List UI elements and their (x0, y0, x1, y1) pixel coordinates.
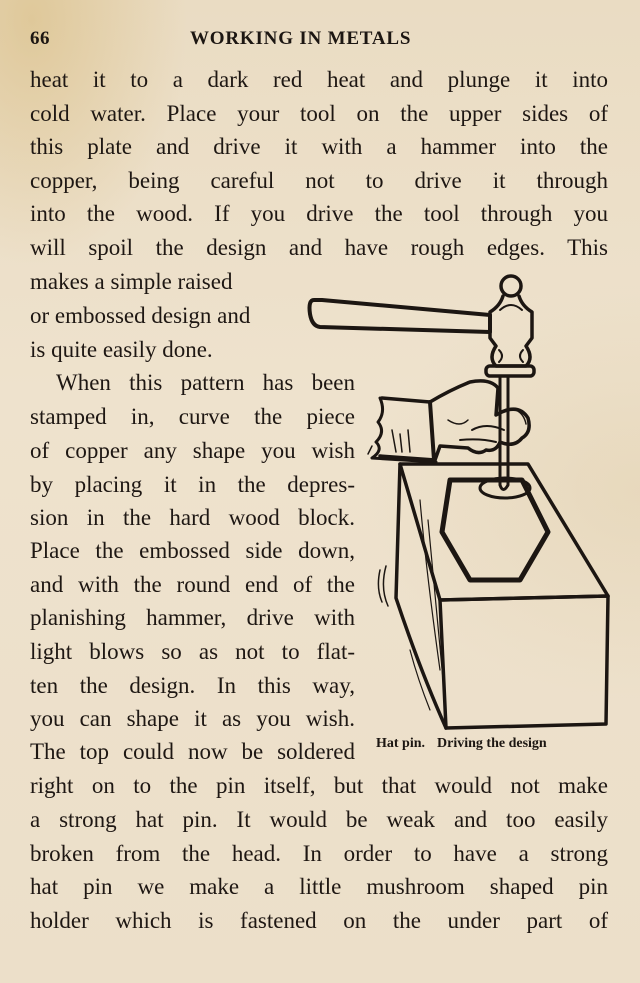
text-line: right on to the pin itself, but that would not make (30, 773, 608, 798)
text-line: The top could now be soldered (30, 739, 355, 764)
text-line: cold water. Place your tool on the upper sides of (30, 101, 608, 126)
text-line: stamped in, curve the piece (30, 404, 355, 429)
text-line: is quite easily done. (30, 337, 213, 362)
text-line: heat it to a dark red heat and plunge it into (30, 67, 608, 92)
figure-caption (376, 736, 547, 752)
running-title: WORKING IN METALS (190, 28, 412, 49)
text-line: planishing hammer, drive with (30, 605, 355, 630)
text-line: broken from the head. In order to have a strong (30, 841, 608, 866)
text-line: a strong hat pin. It would be weak and too easily (30, 807, 608, 832)
text-line: by placing it in the depres- (30, 472, 355, 497)
caption-hat-pin: Hat pin. (376, 736, 426, 751)
wood-block-icon (378, 464, 608, 728)
text-line: and with the round end of the (30, 572, 355, 597)
text-line: you can shape it as you wish. (30, 706, 355, 731)
caption-driving-design: Driving the design (437, 736, 547, 751)
text-line: or embossed design and (30, 303, 251, 328)
text-line: copper, being careful not to drive it through (30, 168, 608, 193)
text-line: Place the embossed side down, (30, 538, 355, 563)
text-line: makes a simple raised (30, 269, 233, 294)
text-line: into the wood. If you drive the tool through you (30, 201, 608, 226)
text-line: ten the design. In this way, (30, 673, 355, 698)
illustration-driving-design (300, 270, 620, 740)
hand-icon (368, 381, 529, 462)
page-header (30, 28, 610, 52)
text-line: holder which is fastened on the under part of (30, 908, 608, 933)
hammer-icon (310, 276, 535, 376)
text-line: hat pin we make a little mushroom shaped pin (30, 874, 608, 899)
text-line: of copper any shape you wish (30, 438, 355, 463)
paragraph-start-line: When this pattern has been (56, 370, 355, 395)
text-line: sion in the hard wood block. (30, 505, 355, 530)
text-line: light blows so as not to flat- (30, 639, 355, 664)
text-line: this plate and drive it with a hammer into the (30, 134, 608, 159)
page-number: 66 (30, 28, 50, 49)
text-line: will spoil the design and have rough edges. This (30, 235, 608, 260)
